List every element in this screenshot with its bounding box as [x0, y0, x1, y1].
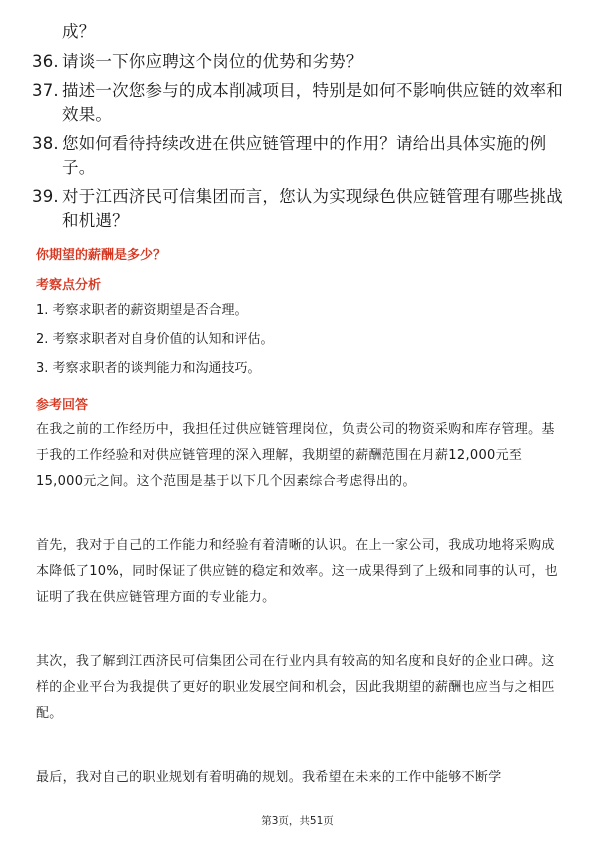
answer-paragraph-1: 在我之前的工作经历中，我担任过供应链管理岗位，负责公司的物资采购和库存管理。基于我的工作经验和对供应链管理的深入理解，我期望的薪酬范围在月薪12,000元至15,000元之间。这个范围是基于以下几个因素综合考虑得出的。 — [36, 422, 555, 489]
question-number: 37. — [32, 81, 59, 100]
question-number: 38. — [32, 134, 59, 153]
question-heading: 你期望的薪酬是多少？ — [36, 248, 167, 263]
answer-title: 参考回答 — [36, 398, 89, 413]
question-39 — [32, 185, 567, 233]
question-text: 成？ — [62, 22, 96, 41]
question-text: 描述一次您参与的成本削减项目，特别是如何不影响供应链的效率和效果。 — [62, 81, 563, 124]
list-item: 3. 考察求职者的谈判能力和沟通技巧。 — [36, 361, 261, 376]
list-item: 1. 考察求职者的薪资期望是否合理。 — [36, 303, 248, 318]
question-36 — [32, 50, 567, 74]
question-text: 请谈一下你应聘这个岗位的优势和劣势？ — [62, 52, 363, 71]
question-number: 39. — [32, 187, 59, 206]
question-text: 您如何看待持续改进在供应链管理中的作用？请给出具体实施的例子。 — [62, 134, 547, 177]
question-continuation — [32, 20, 567, 44]
answer-paragraph-3: 其次，我了解到江西济民可信集团公司在行业内具有较高的知名度和良好的企业口碑。这样的企业平台为我提供了更好的职业发展空间和机会，因此我期望的薪酬也应当与之相匹配。 — [36, 654, 555, 721]
answer-paragraph-4: 最后，我对自己的职业规划有着明确的规划。我希望在未来的工作中能够不断学 — [36, 770, 502, 785]
question-37 — [32, 79, 567, 127]
answer-paragraph-2: 首先，我对于自己的工作能力和经验有着清晰的认识。在上一家公司，我成功地将采购成本降低了10%，同时保证了供应链的稳定和效率。这一成果得到了上级和同事的认可，也证明了我在供应链管理方面的专业能力。 — [36, 538, 558, 605]
question-list — [32, 20, 567, 238]
question-number: 36. — [32, 52, 59, 71]
question-text: 对于江西济民可信集团而言，您认为实现绿色供应链管理有哪些挑战和机遇？ — [62, 187, 563, 230]
analysis-list — [36, 302, 274, 389]
question-38 — [32, 132, 567, 180]
list-item: 2. 考察求职者对自身价值的认知和评估。 — [36, 332, 274, 347]
page-footer: 第3页，共51页 — [261, 815, 334, 827]
analysis-title: 考察点分析 — [36, 278, 102, 293]
